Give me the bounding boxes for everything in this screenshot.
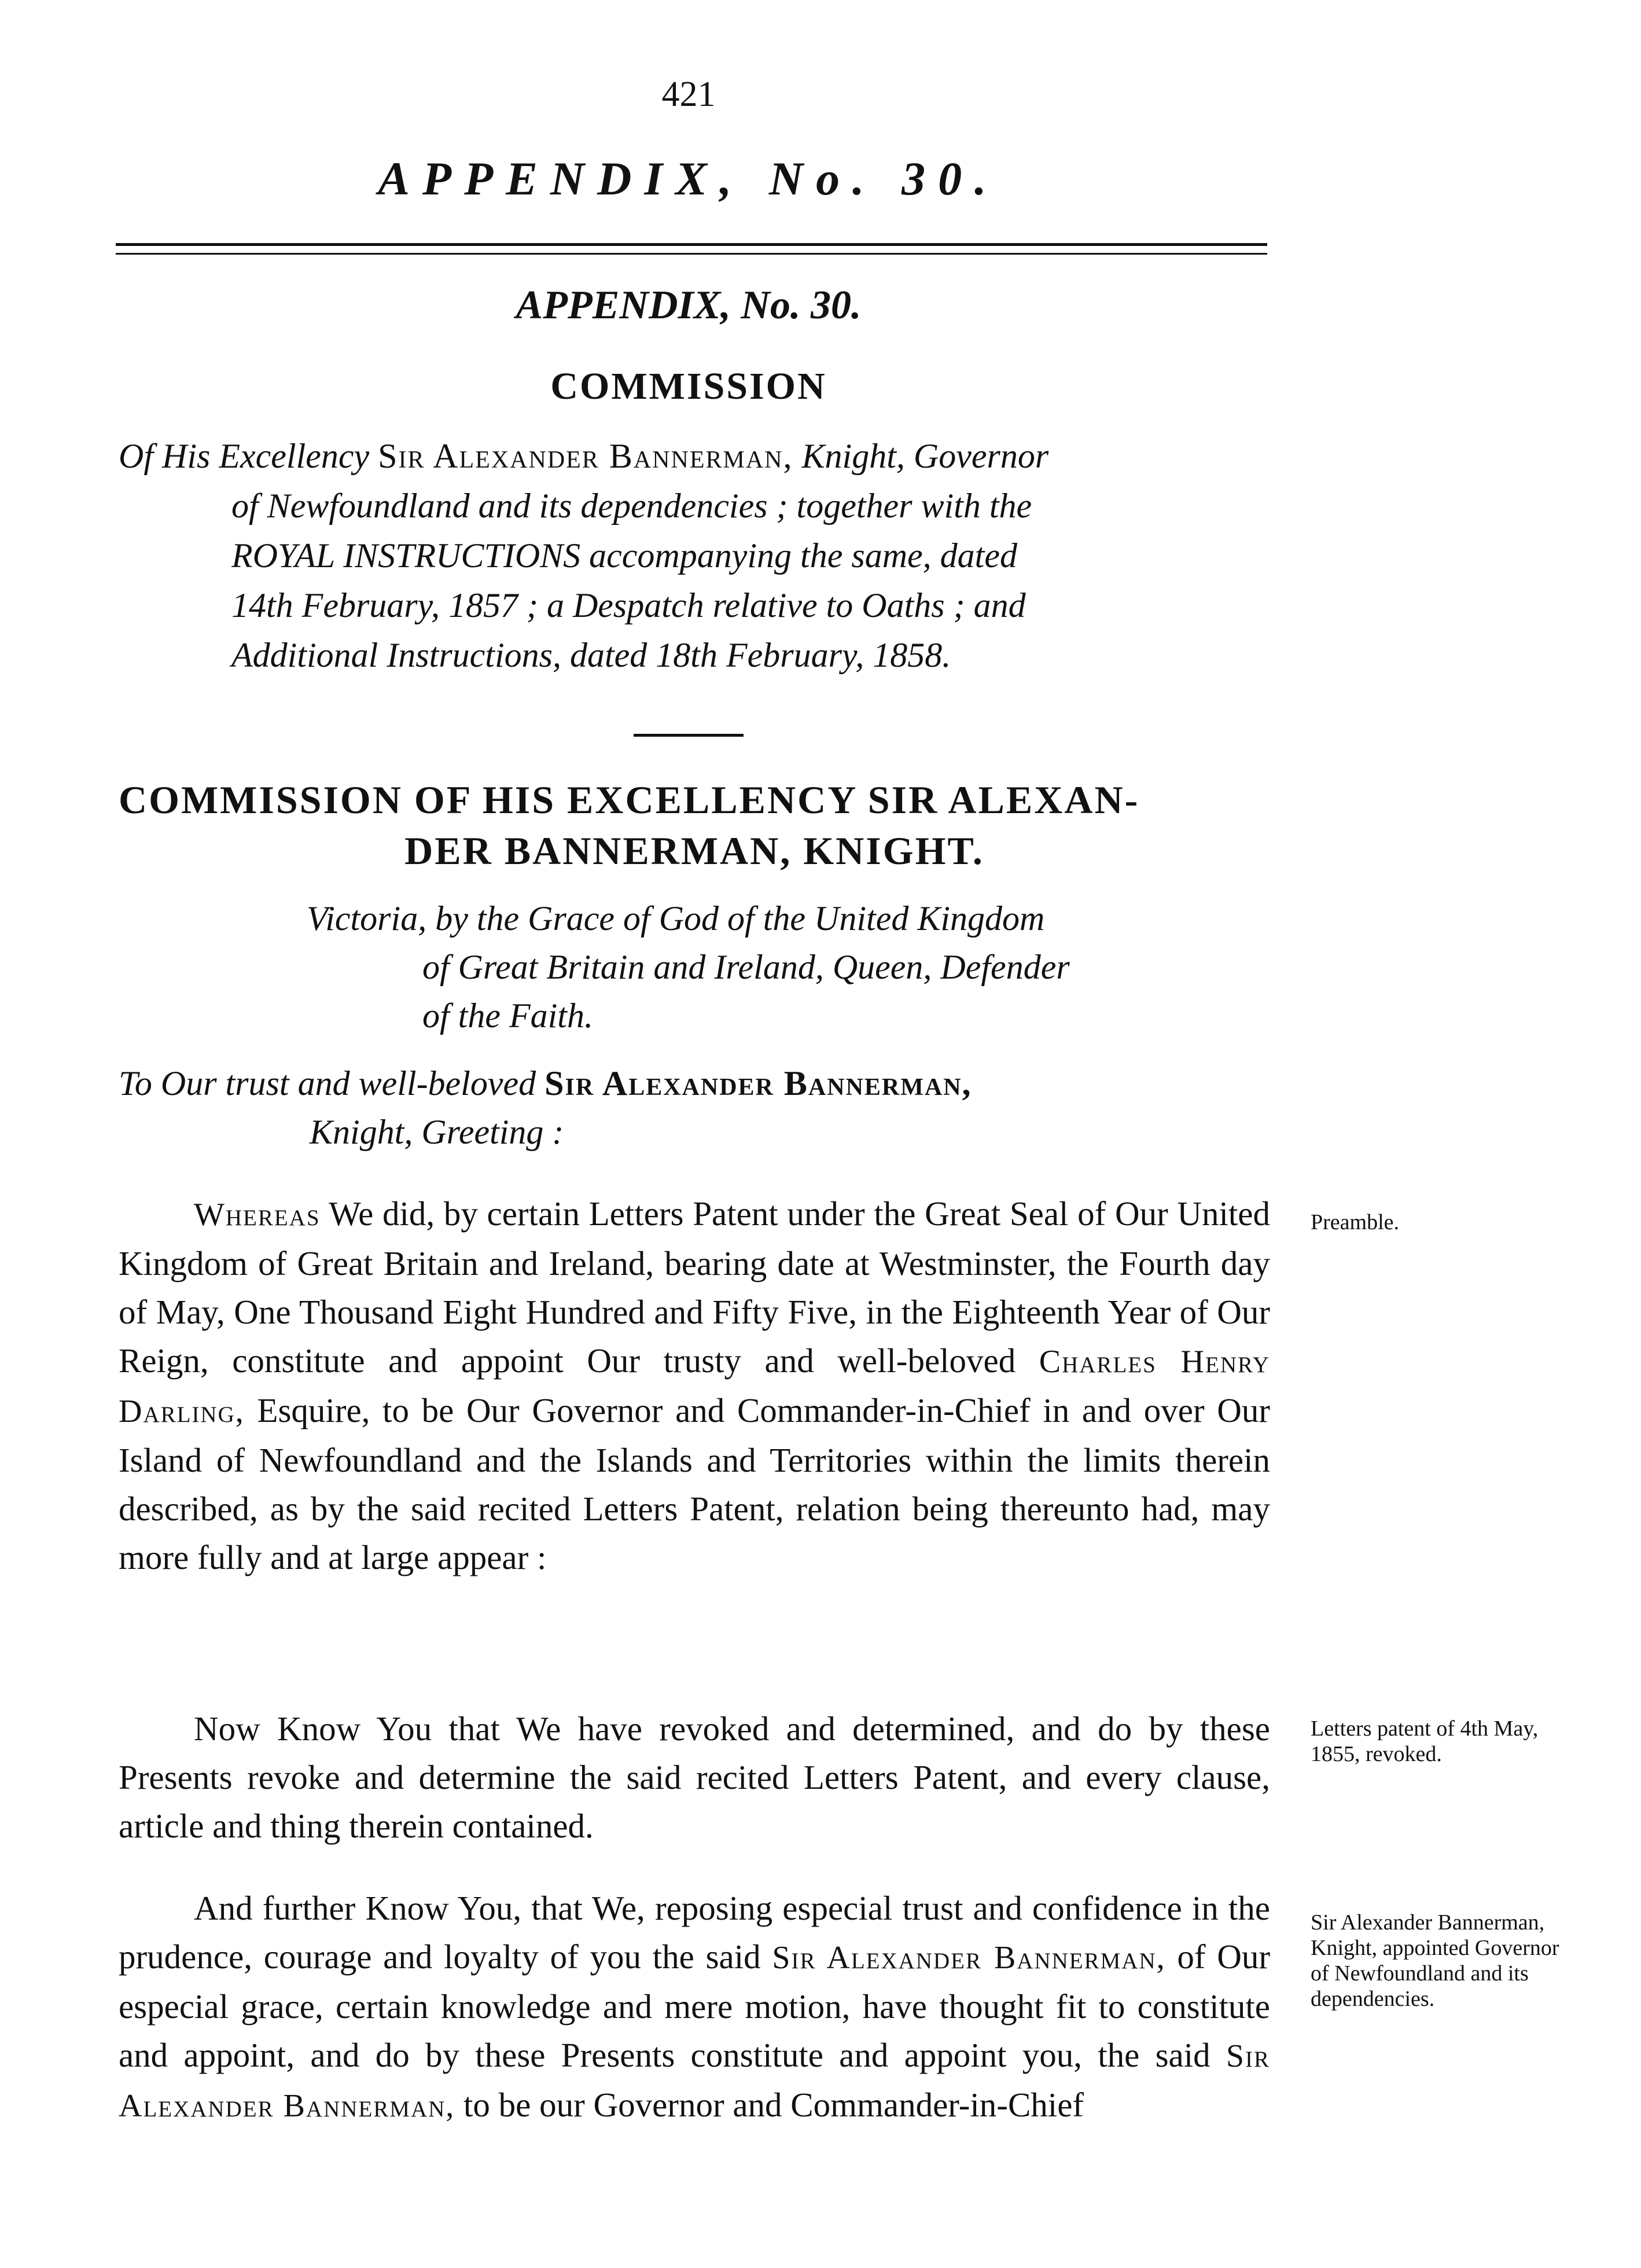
paragraph-preamble: Whereas We did, by certain Letters Patent under the Great Seal of Our United Kingdom of Great Britain and Ireland, bearing date at Westminster, the Fourth day of May, One Thousand Eight Hundred and Fifty Five, in the Eighteenth Year of Our Reign, constitute and appoint Our trusty and well-beloved Charles Henry Darling, Esquire, to be Our Governor and Commander-in-Chief in and over Our Island of Newfoundland and the Islands and Territories within the limits therein described, as by the said recited Letters Patent, relation being thereunto had, may more fully and at large appear : bbox=[119, 1194, 1271, 1576]
paragraph-revocation: Now Know You that We have revoked and determined, and do by these Presents revoke and determine the said recited Letters Patent, and every clause, article and thing therein contained. bbox=[119, 1710, 1270, 1845]
commission-subtitle bbox=[119, 431, 1270, 680]
section-heading bbox=[119, 774, 1270, 876]
royal-style-line-2: of Great Britain and Ireland, Queen, Defender bbox=[422, 948, 1070, 986]
short-rule-divider bbox=[634, 734, 744, 737]
royal-style-line-1: Victoria, by the Grace of God of the United Kingdom bbox=[307, 899, 1045, 938]
salutation-line-1: To Our trust and well-beloved Sir Alexander Bannerman, bbox=[119, 1064, 972, 1102]
salutation-line-2: Knight, Greeting : bbox=[310, 1113, 564, 1151]
page-number: 421 bbox=[661, 75, 716, 114]
subtitle-line-3: ROYAL INSTRUCTIONS accompanying the same, dated bbox=[231, 536, 1017, 575]
margin-note-preamble: Preamble. bbox=[1311, 1210, 1400, 1234]
royal-style-block bbox=[307, 894, 1267, 1040]
subtitle-line-4: 14th February, 1857 ; a Despatch relative to Oaths ; and bbox=[231, 586, 1026, 624]
commission-title: COMMISSION bbox=[550, 365, 827, 407]
subtitle-line-2: of Newfoundland and its dependencies ; together with the bbox=[231, 487, 1032, 525]
margin-note-revoked: Letters patent of 4th May, 1855, revoked. bbox=[1311, 1716, 1539, 1766]
appendix-heading: APPENDIX, No. 30. bbox=[516, 283, 862, 328]
section-heading-line-1: COMMISSION OF HIS EXCELLENCY SIR ALEXAN- bbox=[119, 778, 1140, 822]
running-head: APPENDIX, No. 30. bbox=[378, 152, 999, 205]
section-heading-line-2: DER BANNERMAN, KNIGHT. bbox=[404, 829, 984, 873]
subtitle-line-1: Of His Excellency Sir Alexander Bannerman, Knight, Governor bbox=[119, 437, 1049, 475]
double-rule-divider bbox=[116, 243, 1267, 255]
margin-note-appointed: Sir Alexander Bannerman, Knight, appointed Governor of Newfoundland and its dependencies. bbox=[1311, 1910, 1559, 2011]
subtitle-line-5: Additional Instructions, dated 18th February, 1858. bbox=[231, 636, 951, 674]
paragraph-appointment: And further Know You, that We, reposing especial trust and confidence in the prudence, courage and loyalty of you the said Sir Alexander Bannerman, of Our especial grace, certain knowledge and mere motion, have thought fit to constitute and appoint, and do by these Presents constitute and appoint you, the said Sir Alexander Bannerman, to be our Governor and Commander-in-Chief bbox=[119, 1889, 1271, 2124]
salutation bbox=[119, 1059, 1270, 1156]
royal-style-line-3: of the Faith. bbox=[422, 997, 593, 1035]
